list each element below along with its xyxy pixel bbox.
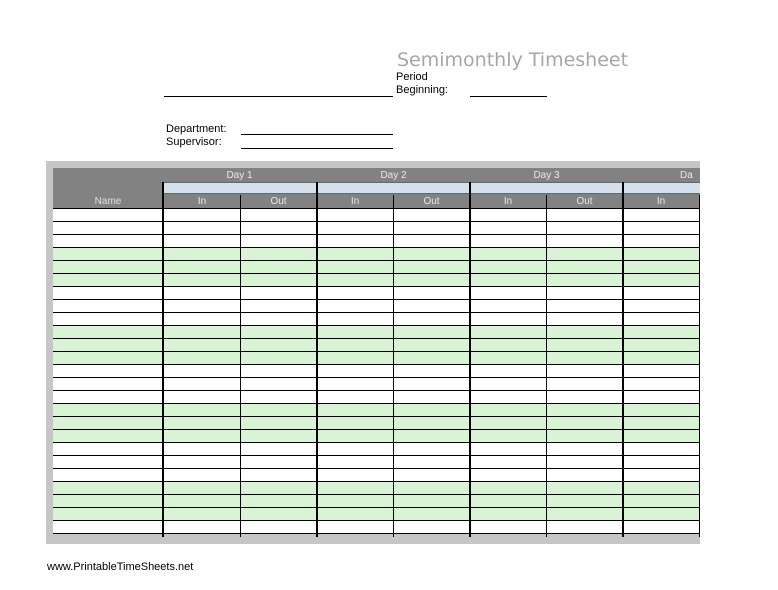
table-row[interactable]	[53, 508, 700, 521]
day-2-in-header: In	[350, 196, 360, 207]
day-4-header: Da	[680, 170, 693, 181]
table-row[interactable]	[53, 248, 700, 261]
col-divider	[240, 195, 241, 537]
table-row[interactable]	[53, 456, 700, 469]
table-row[interactable]	[53, 404, 700, 417]
day-divider	[469, 182, 471, 537]
department-label: Department:	[166, 123, 227, 135]
name-column-header: Name	[94, 196, 122, 207]
name-divider	[162, 182, 164, 537]
table-row[interactable]	[53, 430, 700, 443]
day-1-in-header: In	[197, 196, 207, 207]
table-row[interactable]	[53, 378, 700, 391]
day-3-header: Day 3	[533, 170, 560, 181]
table-row[interactable]	[53, 313, 700, 326]
day-divider	[622, 182, 624, 537]
table-row[interactable]	[53, 521, 700, 534]
table-row[interactable]	[53, 365, 700, 378]
table-row[interactable]	[53, 261, 700, 274]
col-divider	[699, 195, 700, 537]
table-row[interactable]	[53, 495, 700, 508]
day-3-out-header: Out	[576, 196, 593, 207]
table-row[interactable]	[53, 482, 700, 495]
day-1-out-header: Out	[270, 196, 287, 207]
period-label: Period	[396, 71, 428, 83]
table-row[interactable]	[53, 417, 700, 430]
day-2-box	[317, 182, 471, 194]
period-name-line[interactable]	[164, 96, 393, 97]
table-row[interactable]	[53, 469, 700, 482]
day-4-box	[623, 182, 700, 194]
supervisor-field[interactable]	[241, 148, 393, 149]
beginning-label: Beginning:	[396, 84, 448, 96]
day-4-in-header: In	[656, 196, 666, 207]
table-row[interactable]	[53, 300, 700, 313]
supervisor-label: Supervisor:	[166, 136, 222, 148]
day-3-in-header: In	[503, 196, 513, 207]
footer-url: www.PrintableTimeSheets.net	[47, 561, 194, 573]
table-row[interactable]	[53, 235, 700, 248]
table-row[interactable]	[53, 443, 700, 456]
col-divider	[393, 195, 394, 537]
table-body	[53, 208, 700, 534]
table-row[interactable]	[53, 352, 700, 365]
col-divider	[546, 195, 547, 537]
table-row[interactable]	[53, 339, 700, 352]
day-2-out-header: Out	[423, 196, 440, 207]
table-row[interactable]	[53, 209, 700, 222]
beginning-date-field[interactable]	[470, 96, 547, 97]
table-row[interactable]	[53, 287, 700, 300]
day-2-header: Day 2	[380, 170, 407, 181]
page-title: Semimonthly Timesheet	[397, 49, 629, 71]
day-divider	[316, 182, 318, 537]
table-row[interactable]	[53, 326, 700, 339]
table-row[interactable]	[53, 222, 700, 235]
day-3-box	[470, 182, 624, 194]
day-1-box	[163, 182, 317, 194]
timesheet-table	[46, 161, 700, 544]
table-row[interactable]	[53, 391, 700, 404]
table-row[interactable]	[53, 274, 700, 287]
department-field[interactable]	[241, 134, 393, 135]
day-1-header: Day 1	[226, 170, 253, 181]
